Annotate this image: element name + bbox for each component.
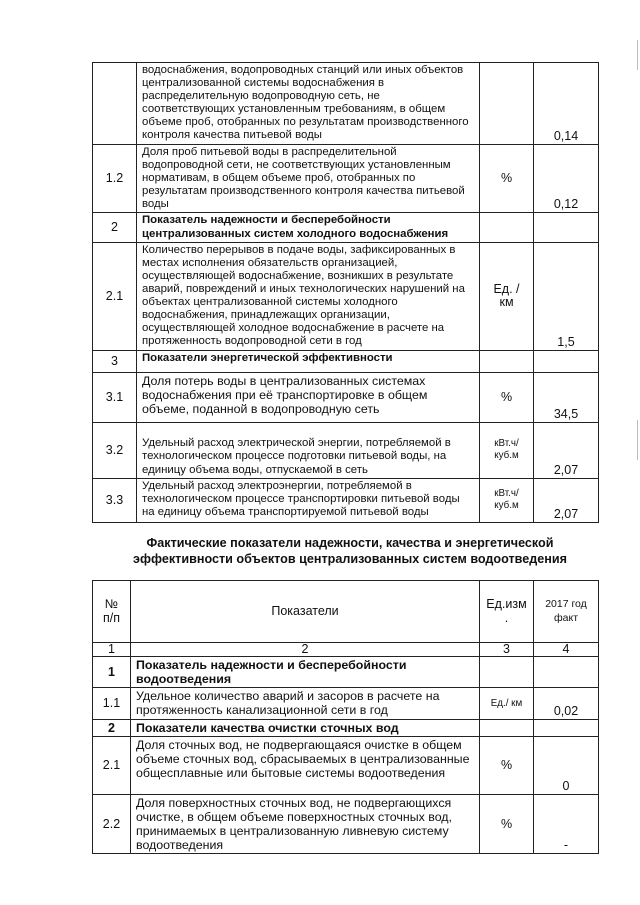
value-cell: 1,5: [534, 242, 599, 350]
value-cell: [534, 350, 599, 372]
value-cell: 2,07: [534, 422, 599, 478]
table-row: [93, 145, 599, 213]
heading-line-1: Фактические показатели надежности, качества и энергетической: [146, 536, 554, 550]
row-number: 2.1: [93, 242, 137, 350]
section-title: Показатель надежности и бесперебойности централизованных систем холодного водоснабжения: [137, 213, 480, 242]
section-title: Показатели энергетической эффективности: [137, 350, 480, 372]
indicator-text: Доля потерь воды в централизованных системах водоснабжения при её транспортировке в общем объеме, поданной в водопроводную сеть: [137, 372, 480, 422]
index-cell: 1: [93, 643, 131, 657]
table-row: [93, 422, 599, 478]
section-title: Показатель надежности и бесперебойности водоотведения: [131, 657, 480, 688]
unit-cell: %: [480, 795, 534, 854]
table-row: [93, 720, 599, 737]
table-row: [93, 657, 599, 688]
unit-cell: [480, 63, 534, 145]
unit-cell: [480, 720, 534, 737]
indicator-text: Доля сточных вод, не подвергающаяся очистке в общем объеме сточных вод, сбрасываемых в централизованные общесплавные или бытовые системы водоотведения: [131, 737, 480, 795]
scan-edge-mark: [637, 420, 638, 460]
unit-cell: [480, 657, 534, 688]
indicator-text: Удельный расход электроэнергии, потребляемой в технологическом процессе транспортировки питьевой воды на единицу объема транспортируемой питьевой воды: [137, 478, 480, 522]
row-number: 2.1: [93, 737, 131, 795]
section-number: 3: [93, 350, 137, 372]
index-cell: 3: [480, 643, 534, 657]
header-value: 2017 год факт: [534, 581, 599, 643]
row-number: 1.1: [93, 688, 131, 720]
value-cell: 0,12: [534, 145, 599, 213]
section-number: 2: [93, 720, 131, 737]
header-num: № п/п: [93, 581, 131, 643]
row-number: 2.2: [93, 795, 131, 854]
indicator-text: водоснабжения, водопроводных станций или иных объектов централизованной системы водоснабжения в распределительную водопроводную сеть, не соответствующих установленным требованиям, в общем объеме проб, отобранных по результатам производственного контроля качества питьевой воды: [137, 63, 480, 145]
unit-cell: Ед./ км: [480, 688, 534, 720]
unit-cell: [480, 213, 534, 242]
indicator-text: Доля проб питьевой воды в распределительной водопроводной сети, не соответствующих установленным нормативам, в общем объеме проб, отобранных по результатам производственного контроля качества питьевой воды: [137, 145, 480, 213]
header-name: Показатели: [131, 581, 480, 643]
index-cell: 4: [534, 643, 599, 657]
value-cell: 0: [534, 737, 599, 795]
header-unit: Ед.изм .: [480, 581, 534, 643]
unit-cell: %: [480, 737, 534, 795]
section-number: 1: [93, 657, 131, 688]
value-cell: 0,14: [534, 63, 599, 145]
indicator-text: Количество перерывов в подаче воды, зафиксированных в местах исполнения обязательств организацией, осуществляющей водоснабжение, возникших в результате аварий, повреждений и иных технологических нарушений на объектах централизованной системы холодного водоснабжения, принадлежащих организации, осуществляющей холодное водоснабжение в расчете на протяженность водопроводной сети в год: [137, 242, 480, 350]
unit-cell: %: [480, 145, 534, 213]
section-heading: [60, 535, 640, 567]
indicator-text: Удельный расход электрической энергии, потребляемой в технологическом процессе подготовки питьевой воды, на единицу объема воды, отпускаемой в сеть: [137, 422, 480, 478]
scan-edge-mark: [637, 40, 638, 70]
section-number: 2: [93, 213, 137, 242]
indicator-text: Доля поверхностных сточных вод, не подвергающихся очистке, в общем объеме поверхностных сточных вод, принимаемых в централизованную ливневую систему водоотведения: [131, 795, 480, 854]
wastewater-indicators-table: [92, 580, 599, 854]
table-row: [93, 350, 599, 372]
table-row: [93, 737, 599, 795]
section-title: Показатели качества очистки сточных вод: [131, 720, 480, 737]
table-row: [93, 372, 599, 422]
indicator-text: Удельное количество аварий и засоров в расчете на протяженность канализационной сети в год: [131, 688, 480, 720]
row-number: 3.3: [93, 478, 137, 522]
value-cell: 34,5: [534, 372, 599, 422]
heading-line-2: эффективности объектов централизованных систем водоотведения: [133, 552, 567, 566]
value-cell: [534, 657, 599, 688]
value-cell: [534, 213, 599, 242]
table-row: [93, 63, 599, 145]
unit-cell: кВт.ч/ куб.м: [480, 422, 534, 478]
unit-cell: %: [480, 372, 534, 422]
unit-cell: Ед. / км: [480, 242, 534, 350]
table-row: [93, 688, 599, 720]
row-number: 3.2: [93, 422, 137, 478]
table-row: [93, 478, 599, 522]
unit-cell: [480, 350, 534, 372]
row-number: 3.1: [93, 372, 137, 422]
water-supply-indicators-table: [92, 62, 599, 523]
table-row: [93, 795, 599, 854]
unit-cell: кВт.ч/ куб.м: [480, 478, 534, 522]
value-cell: 2,07: [534, 478, 599, 522]
index-row: [93, 643, 599, 657]
value-cell: [534, 720, 599, 737]
row-number: [93, 63, 137, 145]
index-cell: 2: [131, 643, 480, 657]
row-number: 1.2: [93, 145, 137, 213]
value-cell: -: [534, 795, 599, 854]
header-row: [93, 581, 599, 643]
table-row: [93, 213, 599, 242]
value-cell: 0,02: [534, 688, 599, 720]
table-row: [93, 242, 599, 350]
